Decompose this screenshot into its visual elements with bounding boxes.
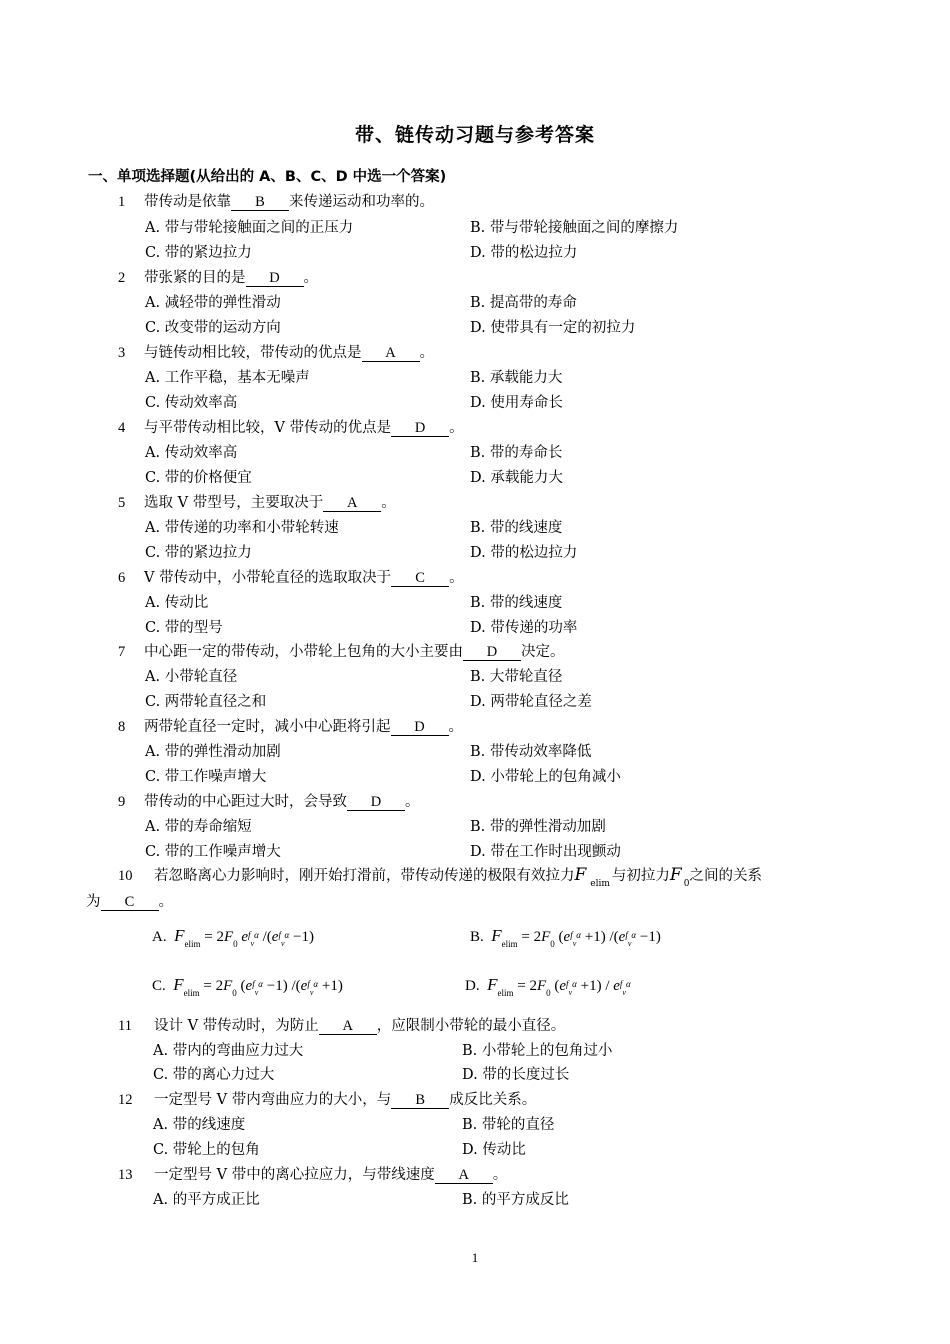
option-b: B. 大带轮直径 bbox=[470, 669, 563, 685]
question-10-continuation bbox=[86, 890, 173, 911]
option-d: D. 承载能力大 bbox=[470, 470, 563, 486]
answer-blank: A bbox=[323, 495, 381, 512]
page-title: 带、链传动习题与参考答案 bbox=[354, 124, 595, 146]
question-8 bbox=[118, 715, 463, 736]
question-stem-end: ，应限制小带轮的最小直径。 bbox=[376, 1018, 566, 1034]
question-stem-end: 。 bbox=[158, 894, 173, 910]
question-6 bbox=[118, 566, 464, 587]
formula-option-c: C. $F_{elim} = 2F_0$ $(e^f_v^\alpha -1)$ $/(e^f_v^\alpha +1)$ bbox=[152, 975, 343, 998]
option-d: D. 带传递的功率 bbox=[470, 620, 578, 636]
question-stem-end: 。 bbox=[419, 345, 434, 361]
option-a: A. 带传递的功率和小带轮转速 bbox=[145, 520, 339, 536]
question-number: 4 bbox=[118, 420, 126, 436]
section-heading: 一、单项选择题(从给出的 A、B、C、D 中选一个答案) bbox=[88, 169, 447, 185]
option-b: B. 带的寿命长 bbox=[470, 445, 563, 461]
option-b: B. 带的线速度 bbox=[470, 520, 563, 536]
option-d: D. 小带轮上的包角减小 bbox=[470, 769, 621, 785]
answer-blank: D bbox=[391, 420, 449, 437]
option-b: B. 带的弹性滑动加剧 bbox=[470, 819, 606, 835]
question-number: 5 bbox=[118, 495, 126, 511]
option-b: B. 提高带的寿命 bbox=[470, 295, 577, 311]
option-label: D. bbox=[465, 978, 480, 994]
option-a: A. 减轻带的弹性滑动 bbox=[145, 295, 281, 311]
question-stem-end: 。 bbox=[492, 1167, 508, 1183]
option-label: A. bbox=[152, 929, 167, 945]
option-c: C. 带的工作噪声增大 bbox=[145, 844, 281, 860]
question-stem-end: 决定。 bbox=[521, 644, 565, 660]
option-d: D. 传动比 bbox=[462, 1142, 526, 1158]
page-number: 1 bbox=[471, 1250, 479, 1265]
option-c: C. 带轮上的包角 bbox=[153, 1142, 260, 1158]
symbol-F: F bbox=[669, 865, 682, 885]
question-11 bbox=[118, 1014, 565, 1035]
question-stem: 带传动是依靠 bbox=[144, 194, 231, 210]
option-c: C. 改变带的运动方向 bbox=[145, 320, 281, 336]
question-stem: 与平带传动相比较，V 带传动的优点是 bbox=[144, 420, 392, 436]
question-5 bbox=[118, 491, 396, 512]
question-12 bbox=[118, 1088, 536, 1109]
symbol-F: F bbox=[574, 865, 587, 885]
formula-option-b: B. $F_{elim} = 2F_0$ $(e^f_v^\alpha +1)$ $/(e^f_v^\alpha -1)$ bbox=[470, 926, 661, 949]
option-a: A. 带的线速度 bbox=[153, 1117, 246, 1133]
question-stem: 为 bbox=[86, 894, 101, 910]
option-c: C. 两带轮直径之和 bbox=[145, 694, 267, 710]
question-number: 7 bbox=[118, 644, 126, 660]
question-10 bbox=[118, 864, 762, 889]
question-3 bbox=[118, 341, 434, 362]
question-number: 3 bbox=[118, 345, 126, 361]
symbol-sub-0: 0 bbox=[683, 879, 690, 889]
question-stem: 与初拉力 bbox=[611, 868, 670, 884]
option-c: C. 带的紧边拉力 bbox=[145, 545, 252, 561]
question-number: 13 bbox=[118, 1167, 133, 1183]
option-label: B. bbox=[470, 929, 484, 945]
question-stem: 带张紧的目的是 bbox=[144, 270, 246, 286]
option-b: B. 带的线速度 bbox=[470, 595, 563, 611]
question-9 bbox=[118, 790, 420, 811]
option-a: A. 带的寿命缩短 bbox=[145, 819, 252, 835]
question-stem-end: 。 bbox=[303, 270, 318, 286]
question-number: 10 bbox=[118, 868, 133, 884]
formula-option-d: D. $F_{elim} = 2F_0$ $(e^f_v^\alpha +1) / e^f_v^\alpha$ bbox=[465, 975, 631, 998]
answer-blank: D bbox=[463, 644, 521, 661]
question-stem: 若忽略离心力影响时，刚开始打滑前，带传动传递的极限有效拉力 bbox=[154, 868, 575, 884]
question-stem-end: 。 bbox=[449, 570, 464, 586]
option-c: C. 带的价格便宜 bbox=[145, 470, 252, 486]
question-number: 2 bbox=[118, 270, 126, 286]
answer-blank: C bbox=[391, 570, 449, 587]
option-a: A. 带与带轮接触面之间的正压力 bbox=[145, 220, 354, 236]
option-b: B. 的平方成反比 bbox=[462, 1192, 569, 1208]
symbol-F: F bbox=[174, 926, 185, 945]
option-d: D. 带在工作时出现颤动 bbox=[470, 844, 621, 860]
question-stem: 一定型号 V 带内弯曲应力的大小，与 bbox=[154, 1092, 392, 1108]
option-c: C. 带工作噪声增大 bbox=[145, 769, 267, 785]
answer-blank: D bbox=[347, 794, 405, 811]
option-a: A. 带的弹性滑动加剧 bbox=[145, 744, 281, 760]
symbol-sub-elim: elim bbox=[590, 879, 610, 889]
question-stem-end: 。 bbox=[449, 420, 464, 436]
question-stem: 设计 V 带传动时，为防止 bbox=[154, 1018, 319, 1034]
answer-blank: A bbox=[319, 1018, 377, 1035]
question-1 bbox=[118, 190, 434, 211]
symbol-F: F bbox=[487, 975, 498, 994]
question-stem-end: 成反比关系。 bbox=[449, 1092, 537, 1108]
question-stem: V 带传动中，小带轮直径的选取取决于 bbox=[144, 570, 392, 586]
option-a: A. 传动效率高 bbox=[145, 445, 238, 461]
answer-blank: A bbox=[435, 1167, 493, 1184]
option-a: A. 带内的弯曲应力过大 bbox=[153, 1043, 304, 1059]
option-b: B. 带与带轮接触面之间的摩擦力 bbox=[470, 220, 679, 236]
option-c: C. 带的紧边拉力 bbox=[145, 245, 252, 261]
answer-blank: D bbox=[246, 270, 304, 287]
answer-blank: C bbox=[101, 894, 159, 911]
option-d: D. 两带轮直径之差 bbox=[470, 694, 592, 710]
option-c: C. 传动效率高 bbox=[145, 395, 238, 411]
option-d: D. 使带具有一定的初拉力 bbox=[470, 320, 636, 336]
question-4 bbox=[118, 416, 464, 437]
option-b: B. 小带轮上的包角过小 bbox=[462, 1043, 613, 1059]
question-number: 12 bbox=[118, 1092, 133, 1108]
answer-blank: B bbox=[391, 1092, 449, 1109]
option-b: B. 带轮的直径 bbox=[462, 1117, 555, 1133]
question-stem: 中心距一定的带传动，小带轮上包角的大小主要由 bbox=[144, 644, 463, 660]
question-7 bbox=[118, 640, 565, 661]
question-stem: 之间的关系 bbox=[689, 868, 762, 884]
question-number: 8 bbox=[118, 719, 126, 735]
question-stem-end: 。 bbox=[448, 719, 463, 735]
option-b: B. 带传动效率降低 bbox=[470, 744, 592, 760]
option-a: A. 小带轮直径 bbox=[145, 669, 238, 685]
option-c: C. 带的离心力过大 bbox=[153, 1067, 275, 1083]
question-stem: 一定型号 V 带中的离心拉应力，与带线速度 bbox=[154, 1167, 435, 1183]
option-d: D. 使用寿命长 bbox=[470, 395, 563, 411]
question-stem-end: 。 bbox=[381, 495, 396, 511]
answer-blank: B bbox=[231, 194, 289, 211]
question-stem: 与链传动相比较，带传动的优点是 bbox=[144, 345, 362, 361]
option-a: A. 工作平稳，基本无噪声 bbox=[145, 370, 310, 386]
symbol-F: F bbox=[491, 926, 502, 945]
answer-blank: D bbox=[391, 719, 449, 736]
option-b: B. 承载能力大 bbox=[470, 370, 563, 386]
question-number: 9 bbox=[118, 794, 126, 810]
question-2 bbox=[118, 266, 318, 287]
option-label: C. bbox=[152, 978, 166, 994]
question-number: 11 bbox=[118, 1018, 132, 1034]
question-number: 6 bbox=[118, 570, 126, 586]
question-stem-end: 来传递运动和功率的。 bbox=[289, 194, 434, 210]
option-d: D. 带的长度过长 bbox=[462, 1067, 570, 1083]
question-number: 1 bbox=[118, 194, 126, 210]
formula-option-a: A. $F_{elim} = 2F_0$ $e^f_v^\alpha$ $/(e^f_v^\alpha -1)$ bbox=[152, 926, 314, 949]
question-stem: 两带轮直径一定时，减小中心距将引起 bbox=[144, 719, 391, 735]
question-stem: 带传动的中心距过大时，会导致 bbox=[144, 794, 347, 810]
question-13 bbox=[118, 1163, 507, 1184]
symbol-F: F bbox=[173, 975, 184, 994]
option-d: D. 带的松边拉力 bbox=[470, 545, 578, 561]
question-stem: 选取 V 带型号，主要取决于 bbox=[144, 495, 324, 511]
option-d: D. 带的松边拉力 bbox=[470, 245, 578, 261]
option-a: A. 的平方成正比 bbox=[153, 1192, 260, 1208]
question-stem-end: 。 bbox=[405, 794, 420, 810]
option-a: A. 传动比 bbox=[145, 595, 209, 611]
option-c: C. 带的型号 bbox=[145, 620, 223, 636]
answer-blank: A bbox=[362, 345, 420, 362]
